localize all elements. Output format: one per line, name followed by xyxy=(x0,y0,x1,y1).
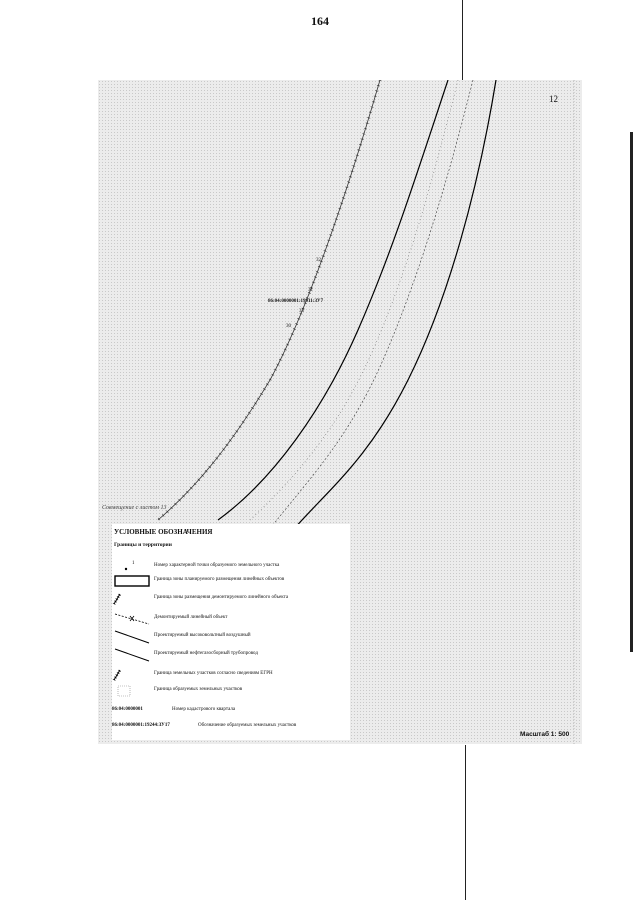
scan-artifact-line xyxy=(462,0,463,80)
legend-item-text: Проектируемый высоковольтный воздушный xyxy=(154,633,251,638)
dashed-cross-line-icon xyxy=(112,612,152,626)
scan-artifact-line xyxy=(630,132,633,652)
map-scale: Масштаб 1: 500 xyxy=(520,731,570,738)
legend-subtitle: Границы и территории xyxy=(114,542,172,548)
legend-title: УСЛОВНЫЕ ОБОЗНАЧЕНИЯ xyxy=(114,528,213,536)
legend-item xyxy=(112,592,350,606)
zone-boundary-right xyxy=(293,80,496,530)
legend-item xyxy=(112,560,350,574)
legend-code-text: Обозначение образуемых земельных участков xyxy=(198,723,297,728)
legend-code-row xyxy=(112,704,350,718)
legend-item xyxy=(112,630,350,644)
plot-label: 86:04:0000001:19911:ЗУ7 xyxy=(268,299,324,304)
legend-item xyxy=(112,648,350,662)
dashed-rect-icon xyxy=(112,684,152,698)
page-number: 164 xyxy=(311,14,329,28)
diagonal-line-icon xyxy=(112,630,152,644)
legend-item-text: Граница зоны размещения демонтируемого линейного объекта xyxy=(154,595,289,600)
point-label: 32 xyxy=(316,258,321,263)
rectangle-thick-icon xyxy=(112,574,152,588)
hatched-line-icon xyxy=(112,592,152,606)
legend-code-row xyxy=(112,720,350,734)
hatched-line-icon xyxy=(112,668,152,682)
legend-code: 86:04:0000001:19244:ЗУ17 xyxy=(112,723,170,728)
point-label: 31 xyxy=(308,288,313,293)
point-label: 30 xyxy=(286,324,291,329)
legend-item-text: Граница образуемых земельных участков xyxy=(154,687,243,692)
legend-code: 86:04:0000001 xyxy=(112,707,143,712)
zone-boundary-left xyxy=(218,80,448,520)
diagonal-line-icon xyxy=(112,648,152,662)
legend-marker-label: 1 xyxy=(132,561,135,566)
legend-item xyxy=(112,684,350,698)
legend-item-text: Номер характерной точки образуемого земельного участка xyxy=(154,563,280,568)
scan-artifact-line xyxy=(465,745,466,900)
sheet-number: 12 xyxy=(549,94,558,104)
legend-code-text: Номер кадастрового квартала xyxy=(172,707,236,712)
legend-item xyxy=(112,612,350,626)
legend-item xyxy=(112,574,350,588)
continuation-note: Совмещение с листом 13 xyxy=(102,505,167,511)
point-label: 33 xyxy=(299,309,304,314)
legend-item-text: Граница земельных участков согласно сведениям ЕГРН xyxy=(154,671,273,676)
legend-panel xyxy=(112,524,350,740)
legend-item-text: Граница зоны планируемого размещения линейных объектов xyxy=(154,577,285,582)
legend-item-text: Проектируемый нефтегазосборный трубопровод xyxy=(154,651,258,656)
legend-item-text: Демонтируемый линейный объект xyxy=(154,615,228,620)
legend-item xyxy=(112,668,350,682)
